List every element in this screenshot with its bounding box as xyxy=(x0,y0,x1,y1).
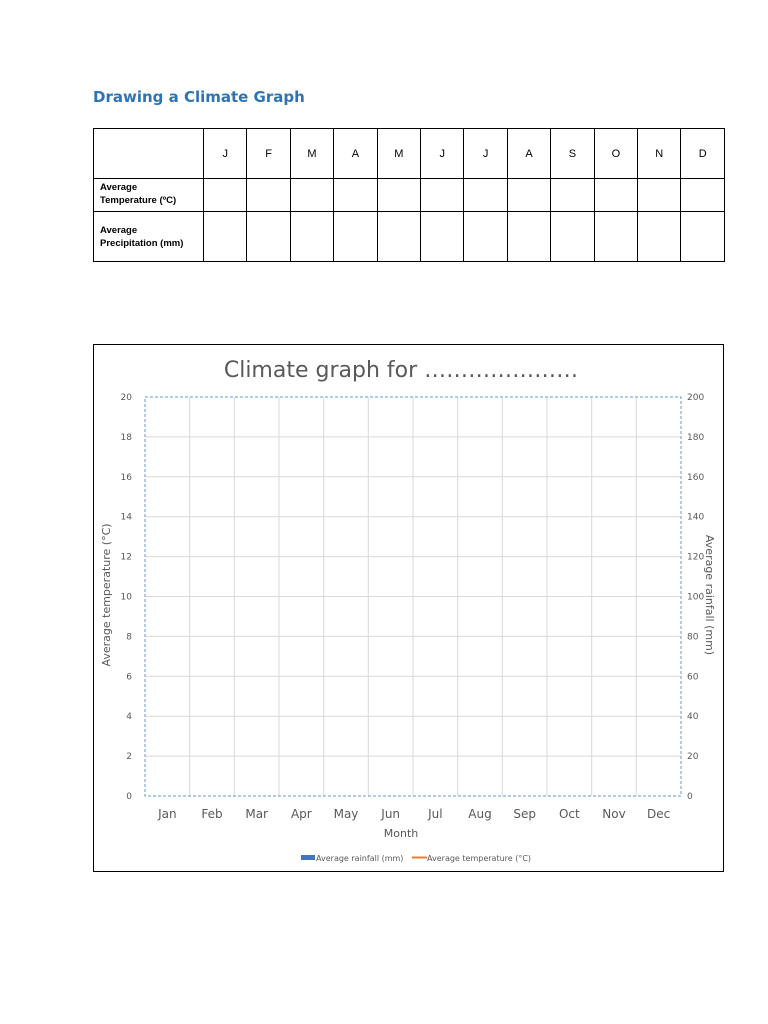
x-tick-label: Nov xyxy=(602,807,626,821)
y-tick-label: 16 xyxy=(120,472,132,483)
y2-tick-label: 180 xyxy=(687,432,705,443)
y-tick-label: 8 xyxy=(126,632,132,643)
table-cell[interactable] xyxy=(204,179,247,212)
row-label-line: Average xyxy=(100,224,138,236)
row-label-temperature xyxy=(94,179,204,212)
x-tick-label: Jan xyxy=(158,807,177,821)
table-cell[interactable] xyxy=(594,179,637,212)
x-tick-label: Dec xyxy=(647,807,671,821)
table-cell[interactable] xyxy=(334,179,377,212)
table-cell[interactable] xyxy=(247,212,290,262)
chart-grid xyxy=(145,397,681,796)
y2-tick-label: 160 xyxy=(687,472,705,483)
table-cell[interactable] xyxy=(290,212,333,262)
y2-tick-label: 200 xyxy=(687,393,705,403)
chart-title: Climate graph for ………………… xyxy=(223,358,579,383)
y-tick-label: 2 xyxy=(126,752,132,763)
y-tick-label: 0 xyxy=(126,792,132,802)
table-cell[interactable] xyxy=(638,179,681,212)
table-cell[interactable] xyxy=(464,212,507,262)
chart-svg xyxy=(94,345,722,870)
table-cell[interactable] xyxy=(421,212,464,262)
row-label-line: Average xyxy=(100,182,138,193)
table-row xyxy=(94,212,725,262)
y2-tick-label: 40 xyxy=(687,712,699,723)
month-header: N xyxy=(638,129,681,179)
x-tick-label: Jul xyxy=(428,807,443,821)
month-header: O xyxy=(594,129,637,179)
chart-legend xyxy=(301,854,531,863)
y2-axis-title: Average rainfall (mm) xyxy=(703,534,716,656)
left-axis-ticks xyxy=(121,393,133,802)
x-tick-label: Sep xyxy=(513,807,536,821)
table-cell[interactable] xyxy=(681,179,725,212)
y2-tick-label: 20 xyxy=(687,752,699,763)
y-tick-label: 4 xyxy=(126,712,132,723)
table-cell[interactable] xyxy=(247,179,290,212)
x-tick-label: May xyxy=(333,807,359,821)
month-header: A xyxy=(507,129,550,179)
legend-rainfall-swatch xyxy=(301,855,315,860)
row-label-line: Temperature (ºC) xyxy=(100,195,177,206)
month-header: J xyxy=(421,129,464,179)
table-cell[interactable] xyxy=(290,179,333,212)
table-cell[interactable] xyxy=(681,212,725,262)
table-cell[interactable] xyxy=(377,179,420,212)
legend-temperature-label: Average temperature (°C) xyxy=(427,854,532,863)
table-cell[interactable] xyxy=(204,212,247,262)
table-cell[interactable] xyxy=(507,212,550,262)
month-header: S xyxy=(551,129,594,179)
table-cell[interactable] xyxy=(551,179,594,212)
table-cell[interactable] xyxy=(464,179,507,212)
y-tick-label: 12 xyxy=(120,552,132,563)
x-tick-label: Apr xyxy=(290,807,312,821)
y2-tick-label: 120 xyxy=(687,552,705,563)
y-axis-title: Average temperature (°C) xyxy=(100,523,113,667)
y-tick-label: 20 xyxy=(120,393,132,403)
table-cell[interactable] xyxy=(594,212,637,262)
month-header: D xyxy=(681,129,725,179)
month-header: M xyxy=(377,129,420,179)
legend-rainfall-label: Average rainfall (mm) xyxy=(316,854,404,863)
table-row xyxy=(94,179,725,212)
y-tick-label: 18 xyxy=(120,432,132,443)
y-tick-label: 10 xyxy=(120,592,132,603)
month-axis-ticks xyxy=(157,807,670,821)
month-header: J xyxy=(464,129,507,179)
right-axis-ticks xyxy=(687,393,704,802)
x-tick-label: Aug xyxy=(468,807,492,821)
row-label-line: Precipitation (mm) xyxy=(100,237,184,249)
x-tick-label: Feb xyxy=(201,807,223,821)
y2-tick-label: 0 xyxy=(687,792,693,802)
table-corner-cell xyxy=(94,129,204,179)
y-tick-label: 6 xyxy=(126,672,132,683)
table-cell[interactable] xyxy=(421,179,464,212)
table-cell[interactable] xyxy=(638,212,681,262)
table-header-row xyxy=(94,129,725,179)
table-cell[interactable] xyxy=(377,212,420,262)
row-label-precipitation xyxy=(94,212,204,262)
x-tick-label: Oct xyxy=(558,807,580,821)
y-tick-label: 14 xyxy=(120,512,132,523)
y2-tick-label: 80 xyxy=(687,632,699,643)
table-cell[interactable] xyxy=(507,179,550,212)
table-cell[interactable] xyxy=(334,212,377,262)
page-title: Drawing a Climate Graph xyxy=(93,88,305,106)
y2-tick-label: 60 xyxy=(687,672,699,683)
month-header: J xyxy=(204,129,247,179)
x-axis-title: Month xyxy=(383,827,419,840)
x-tick-label: Jun xyxy=(381,807,401,821)
x-tick-label: Mar xyxy=(245,807,268,821)
climate-data-table xyxy=(93,128,725,262)
month-header: A xyxy=(334,129,377,179)
month-header: M xyxy=(290,129,333,179)
y2-tick-label: 140 xyxy=(687,512,705,523)
climate-chart xyxy=(93,344,724,872)
table-cell[interactable] xyxy=(551,212,594,262)
y2-tick-label: 100 xyxy=(687,592,705,603)
month-header: F xyxy=(247,129,290,179)
